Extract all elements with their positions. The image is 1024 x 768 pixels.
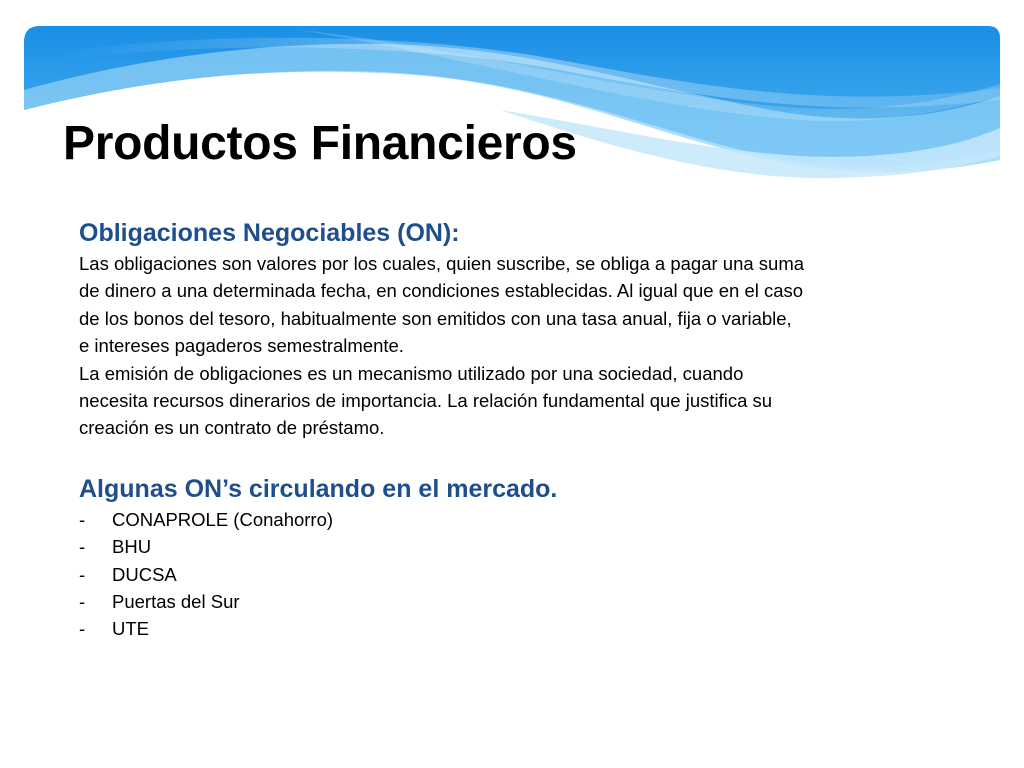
obligaciones-description xyxy=(79,250,929,442)
slide-content xyxy=(79,216,929,643)
list-item-label: Puertas del Sur xyxy=(112,591,240,613)
section-heading-ons-mercado: Algunas ON’s circulando en el mercado. xyxy=(79,474,558,503)
list-item-label: BHU xyxy=(112,536,152,558)
text-line: de dinero a una determinada fecha, en condiciones establecidas. Al igual que en el caso xyxy=(79,280,804,302)
list-item xyxy=(79,533,929,560)
bullet-dash: - xyxy=(79,508,86,530)
list-item-label: CONAPROLE (Conahorro) xyxy=(112,508,334,530)
text-line: necesita recursos dinerarios de importancia. La relación fundamental que justifica su xyxy=(79,390,773,412)
text-line: e intereses pagaderos semestralmente. xyxy=(79,335,404,357)
ons-list xyxy=(79,506,929,643)
bullet-dash: - xyxy=(79,536,86,558)
bullet-dash: - xyxy=(79,591,86,613)
section-heading-obligaciones: Obligaciones Negociables (ON): xyxy=(79,219,460,247)
list-item xyxy=(79,588,929,615)
text-line: creación es un contrato de préstamo. xyxy=(79,417,385,439)
text-line: La emisión de obligaciones es un mecanismo utilizado por una sociedad, cuando xyxy=(79,362,744,384)
list-item-label: DUCSA xyxy=(112,563,177,585)
list-item xyxy=(79,506,929,533)
list-item xyxy=(79,615,929,642)
spacer xyxy=(79,442,929,472)
list-item-label: UTE xyxy=(112,618,149,640)
text-line: de los bonos del tesoro, habitualmente son emitidos con una tasa anual, fija o variable, xyxy=(79,307,792,329)
slide-title: Productos Financieros xyxy=(63,117,577,170)
bullet-dash: - xyxy=(79,563,86,585)
bullet-dash: - xyxy=(79,618,86,640)
list-item xyxy=(79,561,929,588)
text-line: Las obligaciones son valores por los cuales, quien suscribe, se obliga a pagar una suma xyxy=(79,253,805,274)
